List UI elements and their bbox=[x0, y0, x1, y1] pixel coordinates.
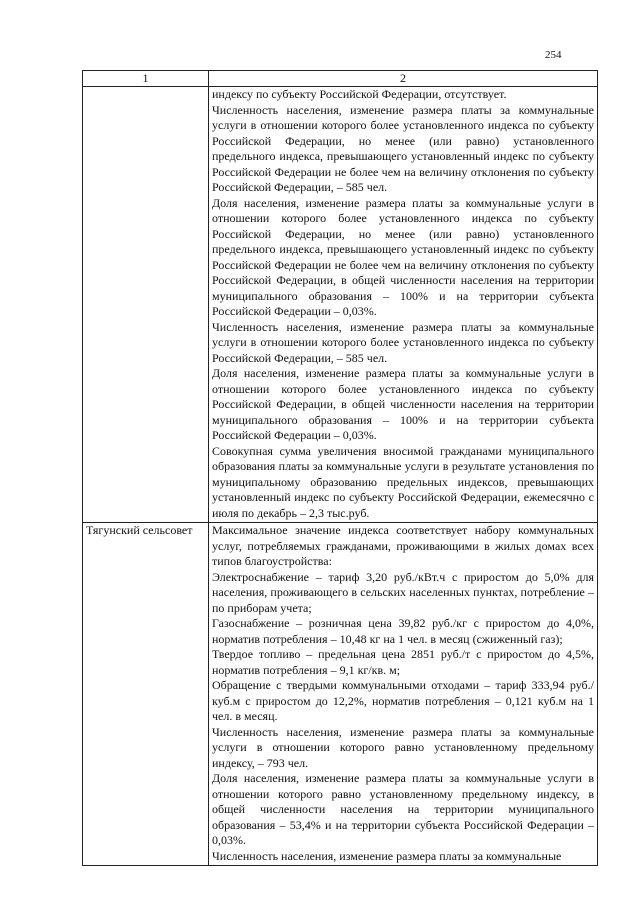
table-row bbox=[83, 523, 598, 866]
paragraph: Твердое топливо – предельная цена 2851 руб./т с приростом до 4,5%, норматив потребления – 9,1 кг/кв. м; bbox=[212, 647, 594, 677]
paragraph: Совокупная сумма увеличения вносимой гражданами муниципального образования платы за коммунальные услуги в результате установления по муниципальному образованию предельных индексов, превышающих установленный индекс по субъекту Российской Федерации, ежемесячно с июля по декабрь – 2,3 тыс.руб. bbox=[212, 443, 594, 520]
paragraph: Максимальное значение индекса соответствует набору коммунальных услуг, потребляемых гражданами, проживающими в жилых домах всех типов благоустройства: bbox=[212, 523, 594, 568]
paragraph: Электроснабжение – тариф 3,20 руб./кВт.ч с приростом до 5,0% для населения, проживающего в сельских населенных пунктах, потребление – по приборам учета; bbox=[212, 569, 594, 615]
paragraph: индексу по субъекту Российской Федерации, отсутствует. bbox=[212, 87, 507, 101]
region-cell bbox=[83, 87, 209, 523]
paragraph: Обращение с твердыми коммунальными отходами – тариф 333,94 руб./куб.м с приростом до 12,2%, норматив потребления – 0,121 куб.м на 1 чел. в месяц. bbox=[212, 678, 594, 723]
table-row bbox=[83, 87, 598, 523]
table-header-row bbox=[83, 71, 598, 87]
description-cell bbox=[209, 87, 598, 523]
paragraph: Доля населения, изменение размера платы за коммунальные услуги в отношении которого равно установленному предельному индексу, в общей численности населения на территории муниципального образования – 53,4% и на территории субъекта Российской Федерации – 0,03%. bbox=[212, 771, 594, 847]
paragraph: Численность населения, изменение размера платы за коммунальные услуги в отношении которого равно установленному предельному индексу, – 793 чел. bbox=[212, 724, 594, 770]
document-table bbox=[82, 70, 598, 866]
region-cell bbox=[83, 523, 209, 866]
region-name: Тягунский сельсовет bbox=[86, 523, 193, 537]
paragraph: Доля населения, изменение размера платы за коммунальные услуги в отношении которого более установленного индекса по субъекту Российской Федерации, в общей численности населения на территории муниципального образования – 100% и на территории субъекта Российской Федерации – 0,03%. bbox=[212, 366, 594, 442]
page-number: 254 bbox=[545, 49, 562, 61]
paragraph: Численность населения, изменение размера платы за коммунальные bbox=[212, 848, 562, 863]
description-cell bbox=[209, 523, 598, 866]
column-header-1: 1 bbox=[83, 71, 209, 87]
column-header-2: 2 bbox=[209, 71, 598, 87]
paragraph: Численность населения, изменение размера платы за коммунальные услуги в отношении которого более установленного индекса по субъекту Российской Федерации, но менее (или равно) установленного предельного индекса, превышающего установленный индекс по субъекту Российской Федерации не более чем на величину отклонения по субъекту Российской Федерации, – 585 чел. bbox=[212, 102, 594, 194]
paragraph: Численность населения, изменение размера платы за коммунальные услуги в отношении которого более установленного индекса по субъекту Российской Федерации, – 585 чел. bbox=[212, 319, 594, 365]
paragraph: Газоснабжение – розничная цена 39,82 руб./кг с приростом до 4,0%, норматив потребления – 10,48 кг на 1 чел. в месяц (сжиженный газ); bbox=[212, 616, 594, 646]
paragraph: Доля населения, изменение размера платы за коммунальные услуги в отношении которого более установленного индекса по субъекту Российской Федерации, но менее (или равно) установленного предельного индекса, превышающего установленный индекс по субъекту Российской Федерации не более чем на величину отклонения по субъекту Российской Федерации, в общей численности населения на территории муниципального образования – 100% и на территории субъекта Российской Федерации – 0,03%. bbox=[212, 195, 594, 318]
